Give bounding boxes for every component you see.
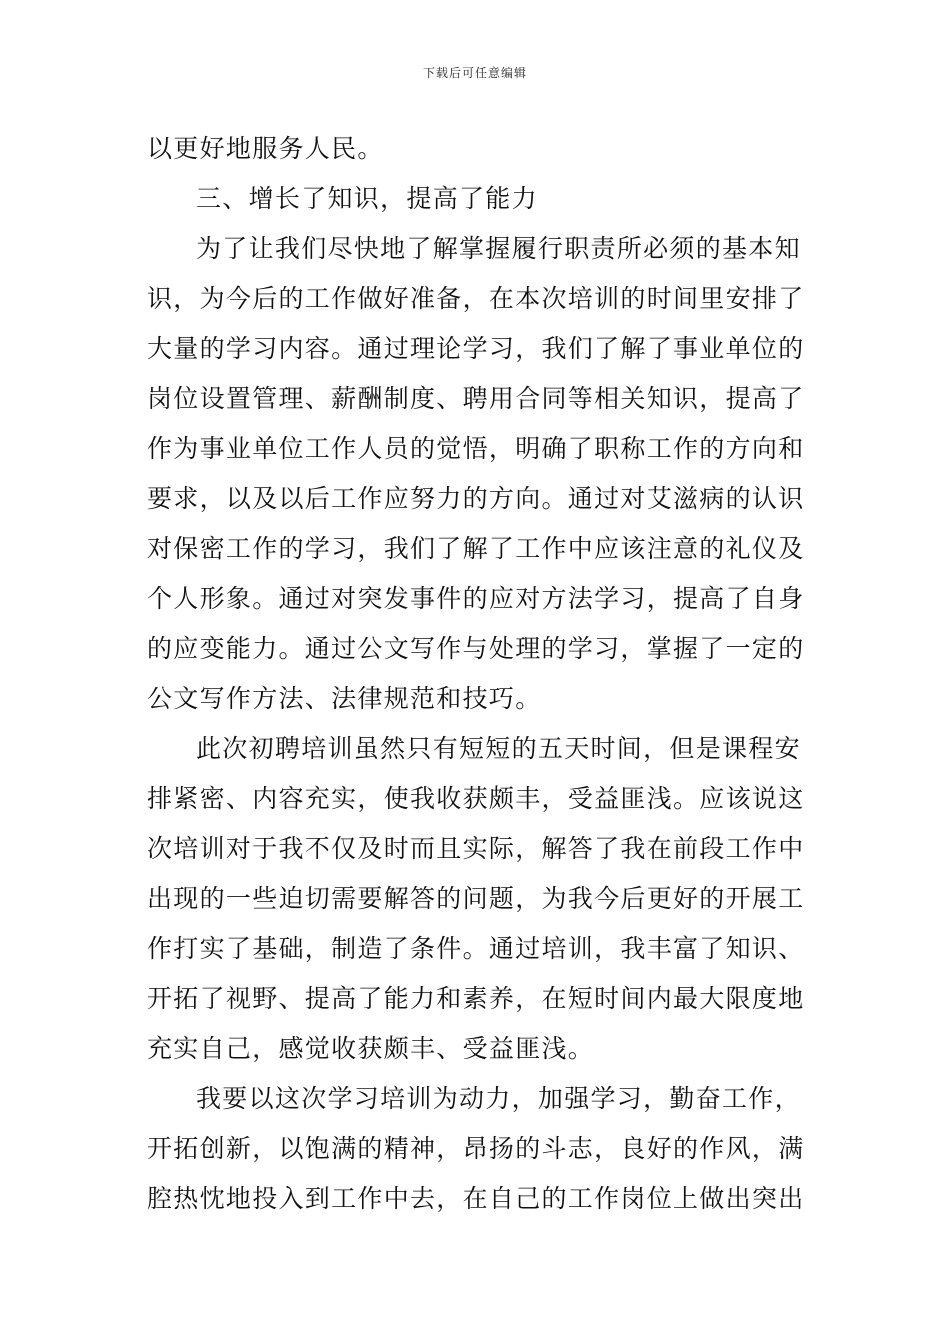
text-line: 作为事业单位工作人员的觉悟，明确了职称工作的方向和 <box>147 434 805 463</box>
text-line: 开拓了视野、提高了能力和素养，在短时间内最大限度地 <box>147 984 805 1013</box>
text-line: 为了让我们尽快地了解掌握履行职责所必须的基本知 <box>196 234 801 263</box>
text-line: 开拓创新，以饱满的精神，昂扬的斗志，良好的作风，满 <box>147 1134 805 1163</box>
text-line: 次培训对于我不仅及时而且实际，解答了我在前段工作中 <box>147 834 805 863</box>
text-line: 我要以这次学习培训为动力，加强学习，勤奋工作， <box>196 1084 801 1113</box>
page-header: 下载后可任意编辑 <box>422 66 527 80</box>
text-line: 腔热忱地投入到工作中去，在自己的工作岗位上做出突出 <box>147 1184 805 1213</box>
text-line: 排紧密、内容充实，使我收获颇丰，受益匪浅。应该说这 <box>147 784 805 813</box>
text-line: 作打实了基础，制造了条件。通过培训，我丰富了知识、 <box>147 934 805 963</box>
text-line: 出现的一些迫切需要解答的问题，为我今后更好的开展工 <box>147 884 805 913</box>
text-line: 大量的学习内容。通过理论学习，我们了解了事业单位的 <box>147 334 805 363</box>
text-line: 公文写作方法、法律规范和技巧。 <box>147 684 542 713</box>
text-line: 个人形象。通过对突发事件的应对方法学习，提高了自身 <box>147 584 805 613</box>
text-line: 充实自己，感觉收获颇丰、受益匪浅。 <box>147 1034 595 1063</box>
text-line: 要求，以及以后工作应努力的方向。通过对艾滋病的认识 <box>147 484 805 513</box>
text-line: 以更好地服务人民。 <box>147 134 384 163</box>
text-line: 识，为今后的工作做好准备，在本次培训的时间里安排了 <box>147 284 805 313</box>
section-heading: 三、增长了知识，提高了能力 <box>196 184 538 213</box>
text-line: 此次初聘培训虽然只有短短的五天时间，但是课程安 <box>196 734 801 763</box>
text-line: 的应变能力。通过公文写作与处理的学习，掌握了一定的 <box>147 634 805 663</box>
text-line: 岗位设置管理、薪酬制度、聘用合同等相关知识，提高了 <box>147 384 805 413</box>
text-line: 对保密工作的学习，我们了解了工作中应该注意的礼仪及 <box>147 534 805 563</box>
